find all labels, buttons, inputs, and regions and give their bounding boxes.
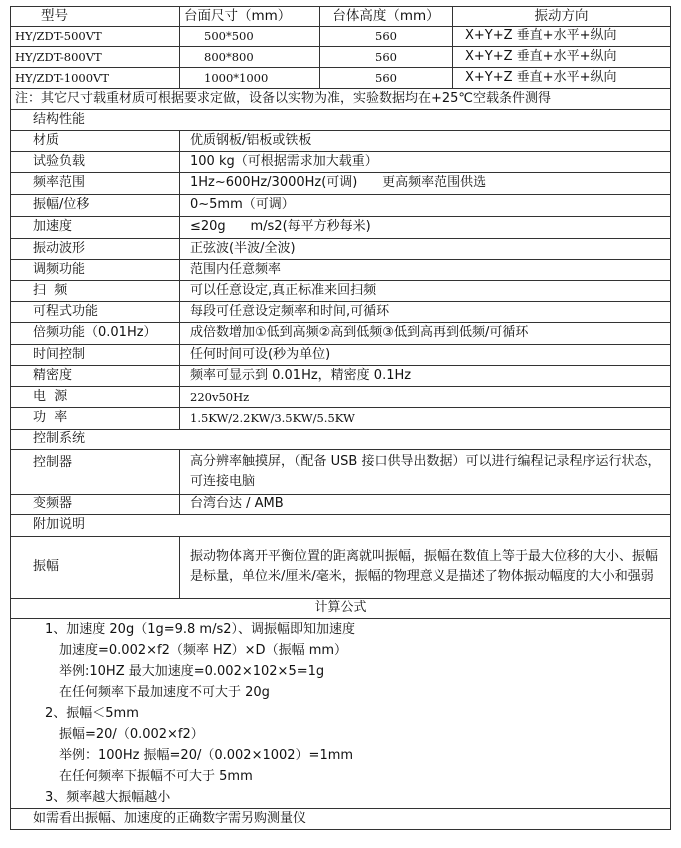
structure-row (11, 130, 671, 151)
structure-value: 0~5mm（可调） (180, 194, 671, 216)
structure-label: 振动波形 (11, 238, 180, 259)
structure-label: 材质 (11, 130, 180, 151)
structure-value: 220v50Hz (180, 386, 671, 407)
col-model-header: 型号 (11, 7, 180, 27)
structure-value: 正弦波(半波/全波) (180, 238, 671, 259)
structure-value: 每段可任意设定频率和时间,可循环 (180, 301, 671, 322)
footer-row (11, 808, 671, 829)
structure-row (11, 365, 671, 386)
structure-row (11, 322, 671, 344)
structure-label: 功 率 (11, 407, 180, 429)
structure-row (11, 238, 671, 259)
formula-line: 3、频率越大振幅越小 (45, 789, 171, 805)
structure-row (11, 386, 671, 407)
formula-line: 2、振幅＜5mm (45, 705, 139, 721)
model-name: HY/ZDT-1000VT (11, 67, 180, 88)
structure-label: 精密度 (11, 365, 180, 386)
structure-row (11, 216, 671, 238)
structure-row (11, 407, 671, 429)
formula-block (11, 618, 671, 808)
structure-value: 成倍数增加①低到高频②高到低频③低到高再到低频/可循环 (180, 322, 671, 344)
model-size: 500*500 (180, 26, 320, 46)
control-row (11, 449, 671, 494)
model-row (11, 67, 671, 88)
header-row (11, 7, 671, 27)
section-row (11, 109, 671, 130)
model-height: 560 (320, 46, 453, 67)
control-value: 高分辨率触摸屏，（配备 USB 接口供导出数据）可以进行编程记录程序运行状态，可连接电脑 (180, 449, 671, 494)
col-vibration-direction-header: 振动方向 (453, 7, 671, 27)
formula-line: 在任何频率下最加速度不可大于 20g (59, 684, 270, 700)
structure-value: 任何时间可设(秒为单位) (180, 344, 671, 365)
structure-value: 1.5KW/2.2KW/3.5KW/5.5KW (180, 407, 671, 429)
structure-value: 100 kg（可根据需求加大载重） (180, 151, 671, 172)
structure-row (11, 301, 671, 322)
control-value: 台湾台达 / AMB (180, 494, 671, 514)
model-height: 560 (320, 26, 453, 46)
structure-value: 可以任意设定,真正标准来回扫频 (180, 280, 671, 301)
model-direction: X+Y+Z 垂直+水平+纵向 (453, 26, 671, 46)
section-extra-title: 附加说明 (11, 514, 671, 536)
structure-label: 试验负载 (11, 151, 180, 172)
section-control-title: 控制系统 (11, 429, 671, 449)
col-table-height-header: 台体高度（mm） (320, 7, 453, 27)
col-table-size-header: 台面尺寸（mm） (180, 7, 320, 27)
section-row (11, 429, 671, 449)
control-label: 控制器 (11, 449, 180, 494)
structure-row (11, 280, 671, 301)
formula-line: 举例:10HZ 最大加速度=0.002×102×5=1g (59, 663, 325, 679)
note-text: 注：其它尺寸载重材质可根据要求定做，设备以实物为准，实验数据均在+25℃空载条件测得 (11, 88, 671, 109)
structure-label: 加速度 (11, 216, 180, 238)
model-height: 560 (320, 67, 453, 88)
structure-label: 扫 频 (11, 280, 180, 301)
structure-value: ≤20g m/s2(每平方秒每米) (180, 216, 671, 238)
structure-row (11, 259, 671, 280)
structure-value: 范围内任意频率 (180, 259, 671, 280)
structure-label: 倍频功能（0.01Hz） (11, 322, 180, 344)
control-row (11, 494, 671, 514)
model-direction: X+Y+Z 垂直+水平+纵向 (453, 46, 671, 67)
footer-text: 如需看出振幅、加速度的正确数字需另购测量仪 (11, 808, 671, 829)
structure-value: 1Hz~600Hz/3000Hz(可调) 更高频率范围供选 (180, 172, 671, 194)
extra-value: 振动物体离开平衡位置的距离就叫振幅，振幅在数值上等于最大位移的大小、振幅是标量，单位米/厘米/毫米，振幅的物理意义是描述了物体振动幅度的大小和强弱 (180, 536, 671, 598)
structure-value: 优质钢板/铝板或铁板 (180, 130, 671, 151)
section-row (11, 598, 671, 618)
structure-value: 频率可显示到 0.01Hz，精密度 0.1Hz (180, 365, 671, 386)
formula-row (11, 618, 671, 808)
model-size: 1000*1000 (180, 67, 320, 88)
note-row (11, 88, 671, 109)
model-name: HY/ZDT-800VT (11, 46, 180, 67)
structure-label: 时间控制 (11, 344, 180, 365)
section-row (11, 514, 671, 536)
model-direction: X+Y+Z 垂直+水平+纵向 (453, 67, 671, 88)
model-name: HY/ZDT-500VT (11, 26, 180, 46)
structure-row (11, 194, 671, 216)
structure-label: 可程式功能 (11, 301, 180, 322)
model-row (11, 46, 671, 67)
extra-row (11, 536, 671, 598)
structure-row (11, 344, 671, 365)
structure-label: 振幅/位移 (11, 194, 180, 216)
spec-table (10, 6, 671, 830)
section-structure-title: 结构性能 (11, 109, 671, 130)
formula-line: 在任何频率下振幅不可大于 5mm (59, 768, 253, 784)
structure-label: 频率范围 (11, 172, 180, 194)
model-row (11, 26, 671, 46)
formula-line: 举例：100Hz 振幅=20/（0.002×1002）=1mm (59, 747, 354, 763)
control-label: 变频器 (11, 494, 180, 514)
section-formula-title: 计算公式 (11, 598, 671, 618)
formula-line: 1、加速度 20g（1g=9.8 m/s2）、调振幅即知加速度 (45, 621, 356, 637)
structure-row (11, 151, 671, 172)
formula-line: 加速度=0.002×f2（频率 HZ）×D（振幅 mm） (59, 642, 348, 658)
model-size: 800*800 (180, 46, 320, 67)
structure-row (11, 172, 671, 194)
structure-label: 调频功能 (11, 259, 180, 280)
extra-label: 振幅 (11, 536, 180, 598)
structure-label: 电 源 (11, 386, 180, 407)
formula-line: 振幅=20/（0.002×f2） (59, 726, 204, 742)
